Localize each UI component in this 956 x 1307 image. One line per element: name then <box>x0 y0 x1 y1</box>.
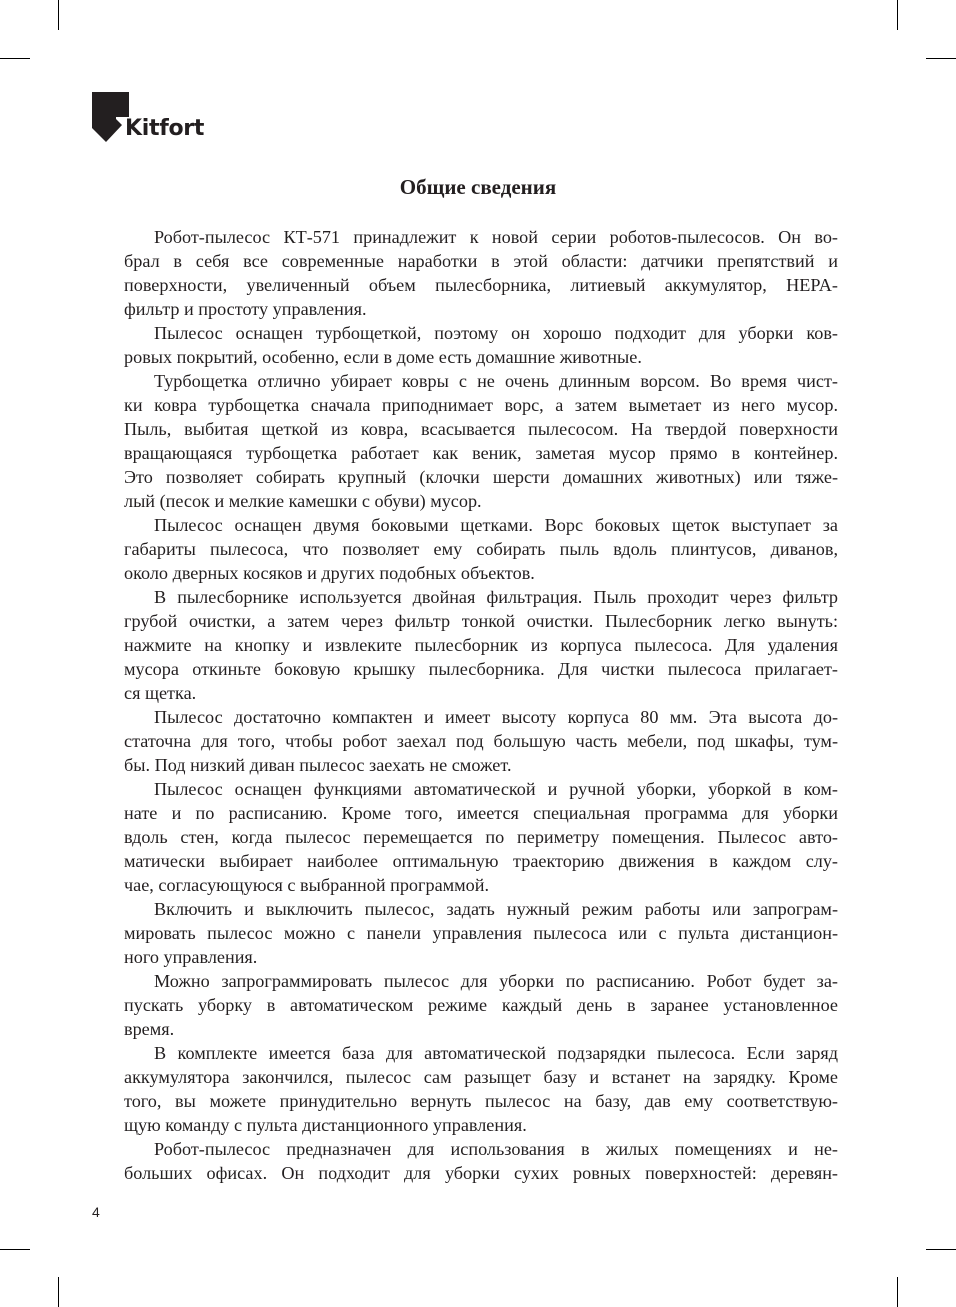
text-line: Турбощетка отлично убирает ковры с не очень длинным ворсом. Во время чист- <box>154 371 838 391</box>
text-line: поверхности, увеличенный объем пылесборника, литиевый аккумулятор, HEPA- <box>124 275 838 295</box>
text-line: Пылесос оснащен турбощеткой, поэтому он хорошо подходит для уборки ков- <box>154 323 838 343</box>
text-line: Робот-пылесос предназначен для использования в жилых помещениях и не- <box>154 1139 838 1159</box>
text-line: время. <box>124 1019 175 1039</box>
paragraph <box>124 1041 838 1137</box>
paragraph <box>124 897 838 969</box>
text-line: В пылесборнике используется двойная фильтрация. Пыль проходит через фильтр <box>154 587 838 607</box>
text-line: Можно запрограммировать пылесос для уборки по расписанию. Робот будет за- <box>154 971 838 991</box>
text-line: ровых покрытий, особенно, если в доме есть домашние животные. <box>124 347 642 367</box>
text-line: мировать пылесос можно с панели управления пылесоса или с пульта дистанцион- <box>124 923 838 943</box>
paragraph <box>124 225 838 321</box>
text-line: Пылесос достаточно компактен и имеет высоту корпуса 80 мм. Эта высота до- <box>154 707 838 727</box>
crop-mark-top-left-vertical <box>58 0 59 30</box>
text-line: В комплекте имеется база для автоматической подзарядки пылесоса. Если заряд <box>154 1043 838 1063</box>
text-line: Пыль, выбитая щеткой из ковра, всасывается пылесосом. На твердой поверхности <box>124 419 838 439</box>
text-line: брал в себя все современные наработки в этой области: датчики препятствий и <box>124 251 838 271</box>
text-line: ся щетка. <box>124 683 197 703</box>
text-line: грубой очистки, а затем через фильтр тонкой очистки. Пылесборник легко вынуть: <box>124 611 838 631</box>
crop-mark-top-left-horizontal <box>0 58 30 59</box>
text-line: аккумулятора закончился, пылесос сам разыщет базу и встанет на зарядку. Кроме <box>124 1067 838 1087</box>
brand-logo <box>92 92 205 146</box>
paragraph <box>124 321 838 369</box>
crop-mark-bottom-left-vertical <box>58 1277 59 1307</box>
crop-mark-bottom-right-vertical <box>897 1277 898 1307</box>
text-line: больших офисах. Он подходит для уборки сухих ровных поверхностей: деревян- <box>124 1163 838 1183</box>
paragraph <box>124 513 838 585</box>
text-line: Включить и выключить пылесос, задать нужный режим работы или запрограм- <box>154 899 838 919</box>
text-line: около дверных косяков и других подобных объектов. <box>124 563 535 583</box>
text-line: матически выбирает наиболее оптимальную траекторию движения в каждом слу- <box>124 851 838 871</box>
paragraph <box>124 777 838 897</box>
paragraph <box>124 969 838 1041</box>
text-line: Пылесос оснащен функциями автоматической и ручной уборки, уборкой в ком- <box>154 779 838 799</box>
text-line: бы. Под низкий диван пылесос заехать не сможет. <box>124 755 512 775</box>
text-line: фильтр и простоту управления. <box>124 299 367 319</box>
text-line: нажмите на кнопку и извлеките пылесборник из корпуса пылесоса. Для удаления <box>124 635 838 655</box>
crop-mark-bottom-right-horizontal <box>926 1249 956 1250</box>
text-line: ки ковра турбощетка сначала приподнимает ворс, а затем выметает из него мусор. <box>124 395 838 415</box>
paragraph <box>124 369 838 513</box>
paragraph <box>124 1137 838 1185</box>
text-line: пускать уборку в автоматическом режиме каждый день в заранее установленное <box>124 995 838 1015</box>
text-line: габариты пылесоса, что позволяет ему собирать пыль вдоль плинтусов, диванов, <box>124 539 838 559</box>
page-number: 4 <box>92 1204 100 1220</box>
text-line: вдоль стен, когда пылесос перемещается по периметру помещения. Пылесос авто- <box>124 827 838 847</box>
text-line: лый (песок и мелкие камешки с обуви) мусор. <box>124 491 482 511</box>
text-line: Робот-пылесос КТ-571 принадлежит к новой серии роботов-пылесосов. Он во- <box>154 227 838 247</box>
paragraph <box>124 705 838 777</box>
brand-name: Kitfort <box>125 116 205 141</box>
text-line: щую команду с пульта дистанционного управления. <box>124 1115 527 1135</box>
text-line: статочна для того, чтобы робот заехал под большую часть мебели, под шкафы, тум- <box>124 731 838 751</box>
text-line: вращающаяся турбощетка работает как веник, заметая мусор прямо в контейнер. <box>124 443 838 463</box>
text-line: ного управления. <box>124 947 258 967</box>
text-line: чае, согласующуюся с выбранной программой. <box>124 875 490 895</box>
crop-mark-top-right-vertical <box>897 0 898 30</box>
crop-mark-bottom-left-horizontal <box>0 1249 30 1250</box>
text-line: Пылесос оснащен двумя боковыми щетками. Ворс боковых щеток выступает за <box>154 515 838 535</box>
text-line: того, вы можете принудительно вернуть пылесос на базу, дав ему соответствую- <box>124 1091 838 1111</box>
text-line: Это позволяет собирать крупный (клочки шерсти домашних животных) или тяже- <box>124 467 838 487</box>
paragraph <box>124 585 838 705</box>
text-line: мусора откиньте боковую крышку пылесборника. Для чистки пылесоса прилагает- <box>124 659 838 679</box>
page-title: Общие сведения <box>399 175 557 199</box>
document-body <box>124 225 838 1185</box>
crop-mark-top-right-horizontal <box>926 58 956 59</box>
text-line: нате и по расписанию. Кроме того, имеется специальная программа для уборки <box>124 803 838 823</box>
